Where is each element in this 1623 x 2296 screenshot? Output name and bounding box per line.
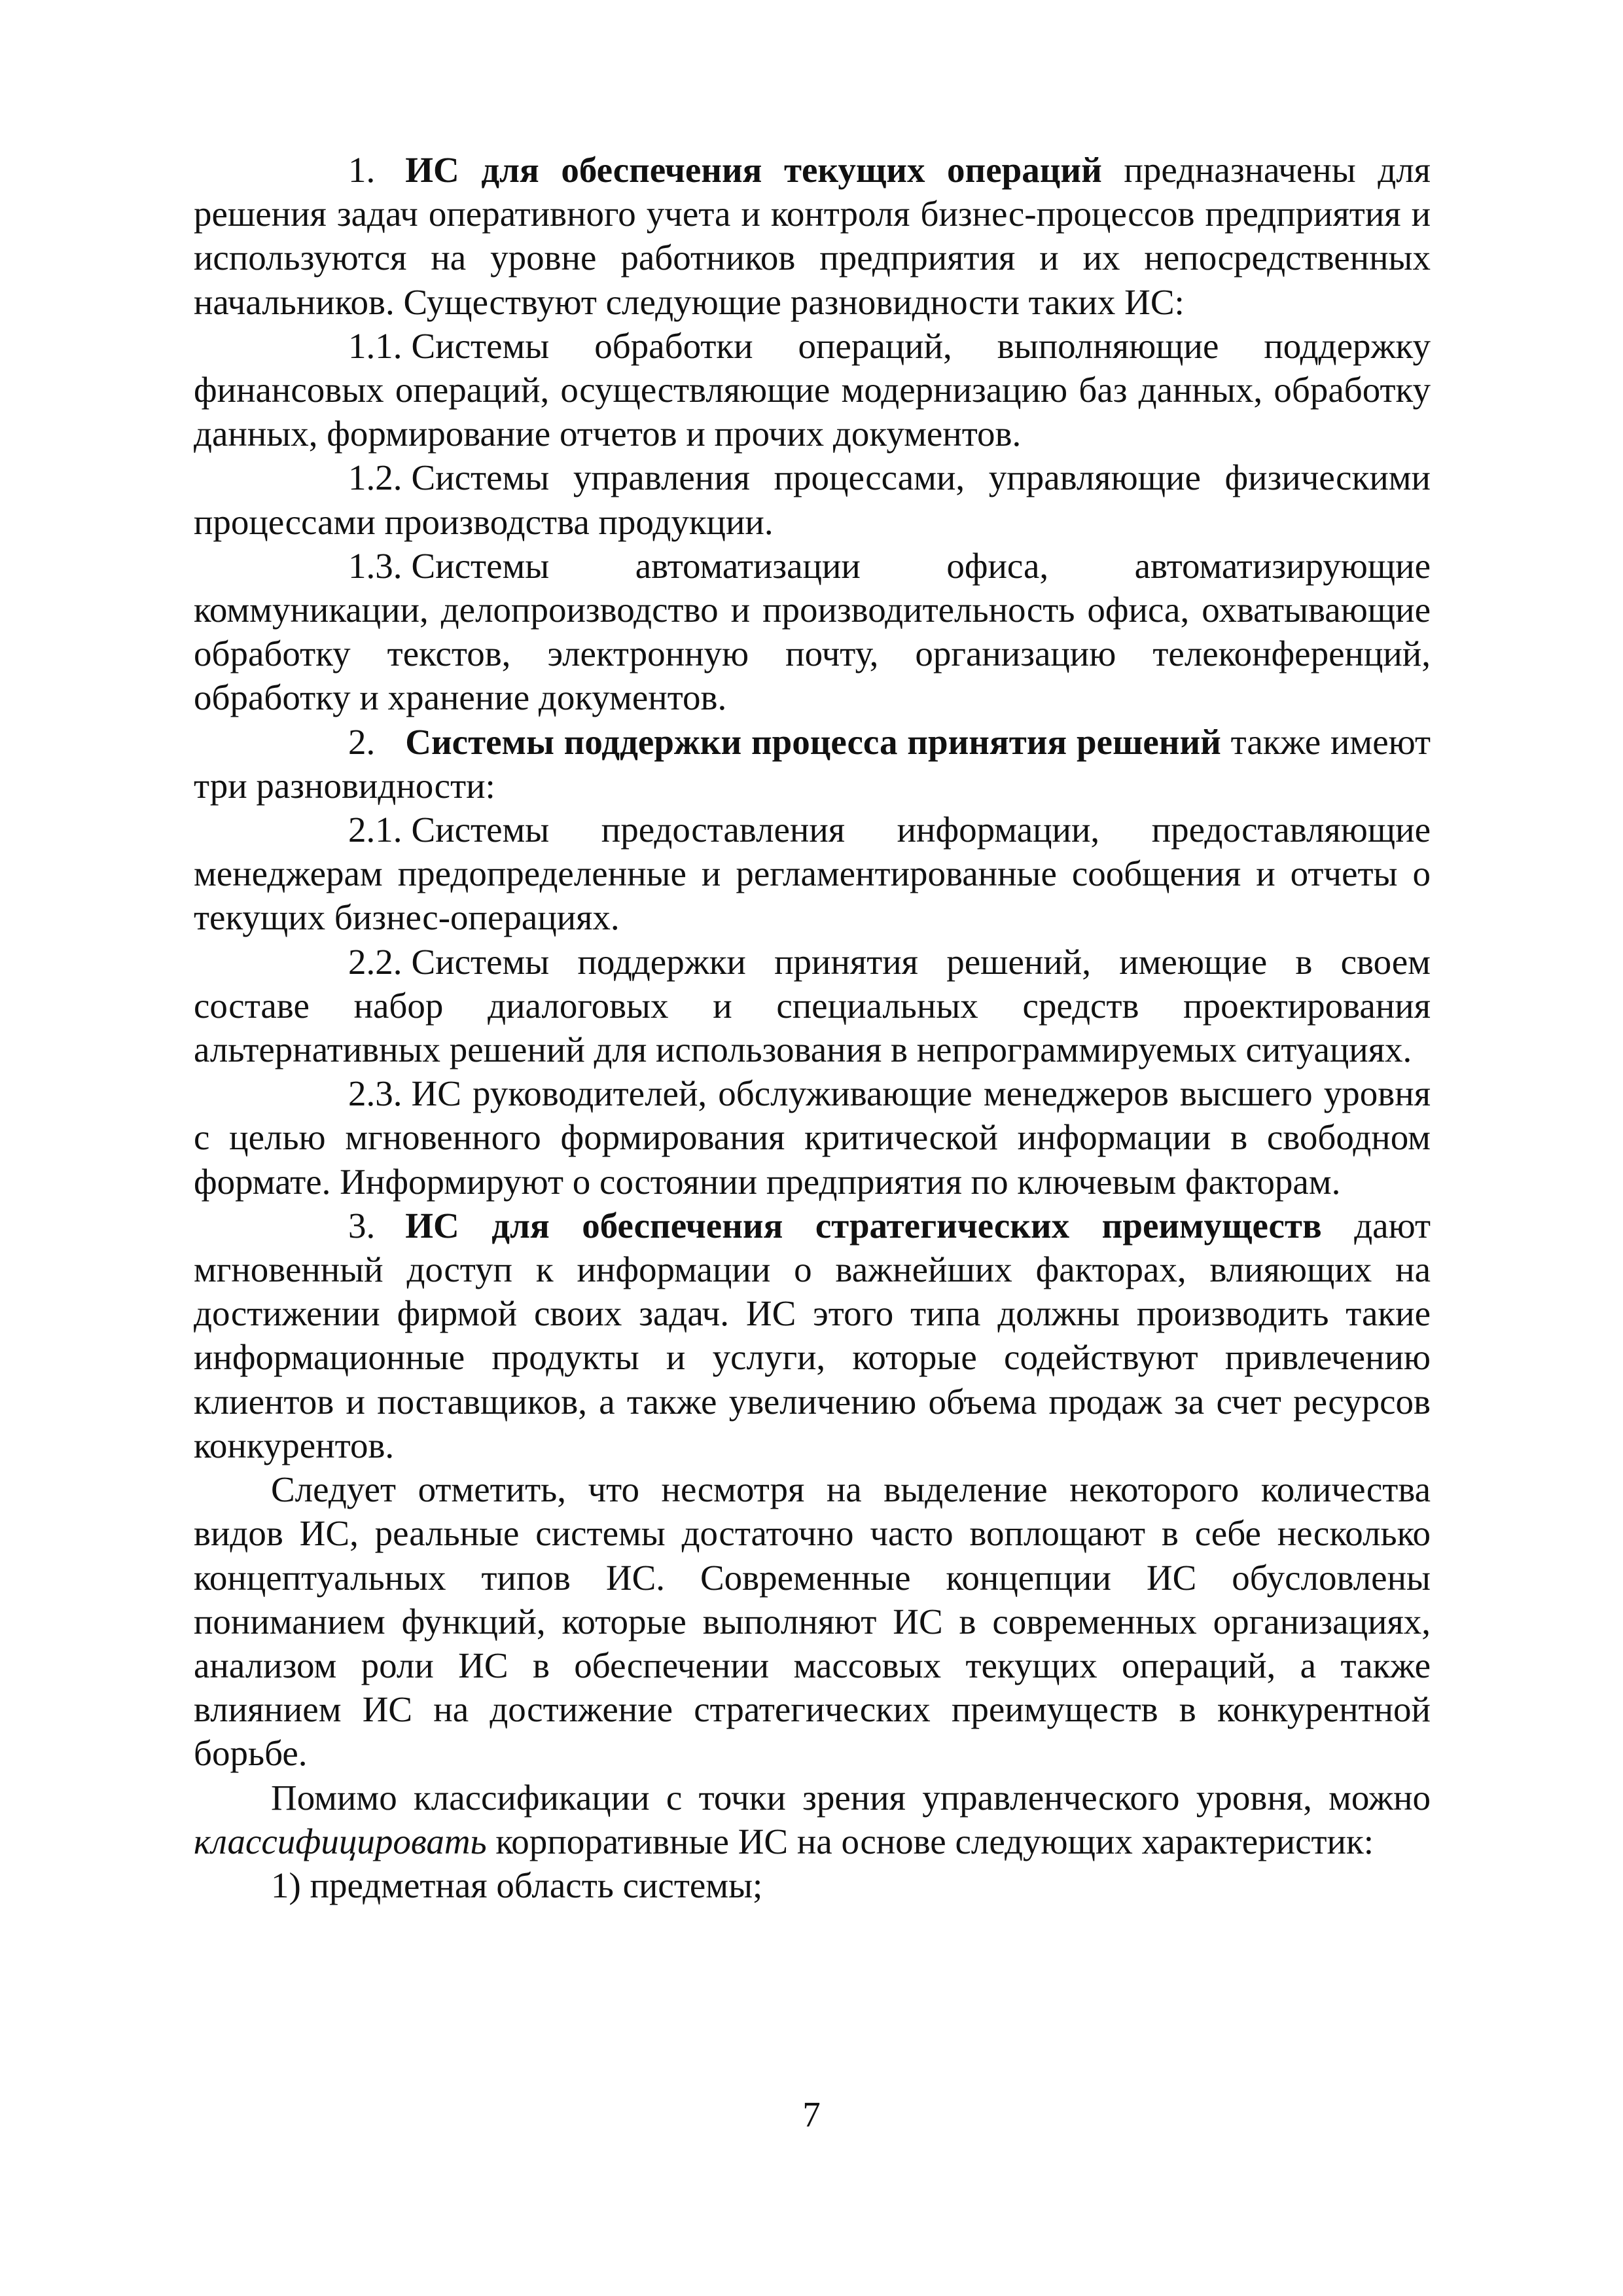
item-number: 1.2. xyxy=(348,457,402,498)
item-1-3 xyxy=(194,544,1431,720)
page-body xyxy=(194,148,1431,1907)
item-text: Системы автоматизации офиса, автоматизирующие коммуникации, делопроизводство и производительность офиса, охватывающие обработку текстов, электронную почту, организацию телеконференций, обработку и хранение документов. xyxy=(194,545,1431,718)
item-text: Системы поддержки принятия решений, имеющие в своем составе набор диалоговых и специальных средств проектирования альтернативных решений для использования в непрограммируемых ситуациях. xyxy=(194,941,1431,1070)
item-heading: ИС для обеспечения текущих операций xyxy=(405,150,1102,190)
item-text: Системы управления процессами, управляющие физическими процессами производства продукции. xyxy=(194,457,1431,542)
item-text: также имеют три разновидности: xyxy=(194,721,1431,806)
item-text: Системы предоставления информации, предоставляющие менеджерам предопределенные и регламентированные сообщения и отчеты о текущих бизнес-операциях. xyxy=(194,810,1431,938)
item-number: 2.1. xyxy=(348,810,402,850)
classification-paragraph xyxy=(194,1776,1431,1863)
item-number: 2. xyxy=(348,721,376,762)
classification-emphasis: классифицировать xyxy=(194,1821,487,1861)
item-3 xyxy=(194,1204,1431,1467)
item-number: 2.2. xyxy=(348,941,402,982)
list-item: 1) предметная область системы; xyxy=(271,1865,763,1905)
item-2-2 xyxy=(194,940,1431,1072)
classification-text-before: Помимо классификации с точки зрения управленческого уровня, можно xyxy=(271,1777,1431,1818)
item-number: 1.1. xyxy=(348,325,402,366)
item-text: Системы обработки операций, выполняющие поддержку финансовых операций, осуществляющие модернизацию баз данных, обработку данных, формирование отчетов и прочих документов. xyxy=(194,325,1431,454)
note-paragraph: Следует отметить, что несмотря на выделение некоторого количества видов ИС, реальные системы достаточно часто воплощают в себе несколько концептуальных типов ИС. Современные концепции ИС обусловлены пониманием функций, которые выполняют ИС в современных организациях, анализом роли ИС в обеспечении массовых текущих операций, а также влиянием ИС на достижение стратегических преимуществ в конкурентной борьбе. xyxy=(194,1469,1431,1774)
classification-text-after: корпоративные ИС на основе следующих характеристик: xyxy=(486,1821,1374,1861)
item-heading: Системы поддержки процесса принятия решений xyxy=(405,721,1221,762)
item-2 xyxy=(194,720,1431,808)
item-1-2 xyxy=(194,456,1431,543)
item-number: 1. xyxy=(348,150,376,190)
item-text: предназначены для решения задач оперативного учета и контроля бизнес-процессов предприятия и используются на уровне работников предприятия и их непосредственных начальников. Существуют следующие разновидности таких ИС: xyxy=(194,150,1431,322)
item-number: 2.3. xyxy=(348,1073,402,1114)
item-1 xyxy=(194,148,1431,324)
item-text: дают мгновенный доступ к информации о важнейших факторах, влияющих на достижении фирмой своих задач. ИС этого типа должны производить такие информационные продукты и услуги, которые содействуют привлечению клиентов и поставщиков, а также увеличению объема продаж за счет ресурсов конкурентов. xyxy=(194,1205,1431,1465)
item-1-1 xyxy=(194,324,1431,456)
item-number: 3. xyxy=(348,1205,376,1246)
item-2-3 xyxy=(194,1071,1431,1204)
item-heading: ИС для обеспечения стратегических преимуществ xyxy=(405,1205,1322,1246)
page-number: 7 xyxy=(802,2094,821,2134)
item-number: 1.3. xyxy=(348,545,402,586)
item-text: ИС руководителей, обслуживающие менеджеров высшего уровня с целью мгновенного формирования критической информации в свободном формате. Информируют о состоянии предприятия по ключевым факторам. xyxy=(194,1073,1431,1202)
item-2-1 xyxy=(194,808,1431,940)
